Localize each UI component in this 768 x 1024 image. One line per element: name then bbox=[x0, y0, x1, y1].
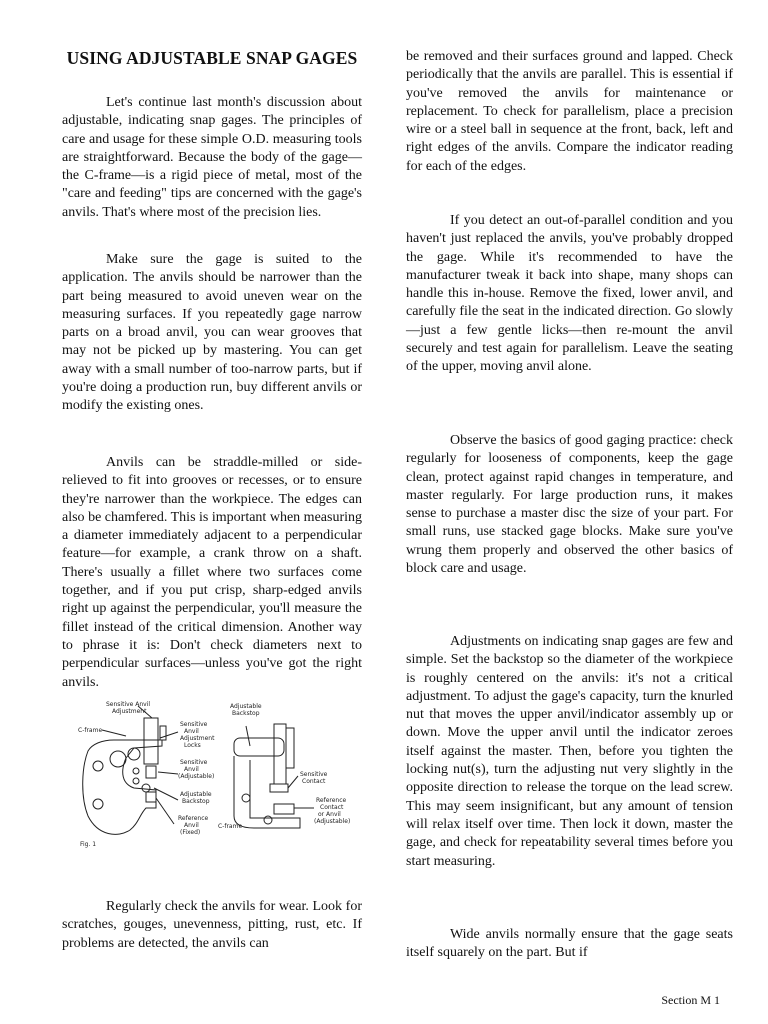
label-reference-anvil: (Fixed) bbox=[180, 829, 201, 836]
left-frame-hole bbox=[93, 799, 103, 809]
label-reference-contact: Contact bbox=[320, 804, 344, 811]
paragraph bbox=[406, 432, 733, 578]
label-reference-anvil: Anvil bbox=[184, 822, 199, 829]
snap-gage-diagram bbox=[74, 696, 366, 856]
label-reference-contact: Reference bbox=[316, 797, 347, 804]
label-right-backstop: Backstop bbox=[232, 710, 260, 717]
paragraph-text: If you detect an out-of-parallel condition and you haven't just replaced the anvils, you've probably dropped the gage. While it's recommended to have the manufacturer tweak it back into shape, many shops can handle this in-house. Remove the fixed, lower anvil, and carefully file the seat in the indicated direction. Go slowly—just a few gentle licks—then re-mount the anvil securely and test again for parallelism. Leave the seating of the upper, moving anvil alone. bbox=[406, 213, 733, 375]
label-locks: Sensitive bbox=[180, 721, 208, 728]
label-reference-anvil: Reference bbox=[178, 815, 209, 822]
paragraph-text: Regularly check the anvils for wear. Look for scratches, gouges, unevenness, pitting, rust, etc. If problems are detected, the anvils can bbox=[62, 899, 362, 951]
left-reference-anvil bbox=[146, 792, 156, 802]
paragraph bbox=[406, 633, 733, 871]
paragraph bbox=[62, 454, 362, 692]
paragraph-text: be removed and their surfaces ground and lapped. Check periodically that the anvils are parallel. This is essential if you've removed the anvils for maintenance or replacement. To check for parallelism, place a precision wire or a steel ball in sequence at the front, back, left and right edges of the anvils. Compare the indicator reading for each of the edges. bbox=[406, 49, 733, 174]
paragraph-text: Adjustments on indicating snap gages are few and simple. Set the backstop so the diameter of the workpiece is roughly centered on the anvils: it's not a critical adjustment. To adjust the gage's capacity, turn the knurled nut that moves the upper anvil/indicator assembly up or down. Move the upper anvil until the indicator zeroes itself against the master. Then, before you tighten the locking nut(s), turn the adjusting nut very slightly in the opposite direction to release the torque on the lead screw. This may seem insignificant, but any amount of tension will relax itself over time. Then lock it down, master the gage, and check for repeatability several times before you start measuring. bbox=[406, 634, 733, 869]
right-sensitive-contact bbox=[270, 784, 288, 792]
page-footer: Section M 1 bbox=[661, 993, 720, 1007]
paragraph bbox=[62, 94, 362, 222]
label-sensitive-anvil-adjustment: Adjustment bbox=[112, 708, 147, 715]
paragraph-text: Let's continue last month's discussion about adjustable, indicating snap gages. The principles of care and usage for these simple O.D. measuring tools are straightforward. Because the body of the gage—the C-frame—is a rigid piece of metal, most of the "care and feeding" tips are concerned with the gage's anvils. That's where most of the precision lies. bbox=[62, 95, 362, 220]
right-indicator bbox=[286, 728, 294, 768]
label-locks: Locks bbox=[184, 742, 201, 749]
left-anvil-column bbox=[144, 718, 158, 764]
label-sensitive-contact: Sensitive bbox=[300, 771, 328, 778]
right-frame-hole bbox=[242, 794, 250, 802]
label-locks: Adjustment bbox=[180, 735, 215, 742]
paragraph bbox=[406, 48, 733, 176]
label-adjustable-backstop: Adjustable bbox=[180, 791, 212, 798]
left-backstop bbox=[142, 784, 150, 792]
label-sensitive-anvil-adjustment: Sensitive Anvil bbox=[106, 701, 151, 708]
label-sensitive-anvil: Anvil bbox=[184, 766, 199, 773]
left-frame-hole bbox=[93, 761, 103, 771]
label-sensitive-contact: Contact bbox=[302, 778, 326, 785]
label-adjustable-backstop: Backstop bbox=[182, 798, 210, 805]
left-lock bbox=[133, 768, 139, 774]
right-gage-column bbox=[274, 724, 286, 784]
left-frame-dial bbox=[110, 751, 126, 767]
left-lock bbox=[133, 778, 139, 784]
right-frame-hole bbox=[264, 816, 272, 824]
paragraph bbox=[62, 251, 362, 416]
paragraph bbox=[406, 926, 733, 963]
paragraph-text: Observe the basics of good gaging practice: check regularly for looseness of components, keep the gage clean, protect against rapid changes in temperature, and master regularly. For large production runs, it makes sense to purchase a master disc the size of your part. For small runs, use stacked gage blocks. Make sure you've wrung them properly and observed the other basics of block care and usage. bbox=[406, 433, 733, 577]
label-c-frame: C-frame bbox=[78, 727, 103, 734]
right-gage-head bbox=[234, 738, 284, 756]
label-locks: Anvil bbox=[184, 728, 199, 735]
label-sensitive-anvil: (Adjustable) bbox=[178, 773, 215, 780]
label-sensitive-anvil: Sensitive bbox=[180, 759, 208, 766]
paragraph-text: Make sure the gage is suited to the application. The anvils should be narrower than the part being measured to avoid uneven wear on the measuring surfaces. If you repeatedly gage narrow parts on a broad anvil, you can wear grooves that may not be picked up by mastering. You can get away with a small number of too-narrow parts, but if you're doing a production run, buy different anvils or modify the existing ones. bbox=[62, 252, 362, 414]
page-title: USING ADJUSTABLE SNAP GAGES bbox=[66, 48, 358, 68]
paragraph bbox=[62, 898, 362, 953]
snap-gage-figure bbox=[74, 696, 366, 856]
label-reference-contact: or Anvil bbox=[318, 811, 341, 818]
right-reference-contact bbox=[274, 804, 294, 814]
figure-caption: Fig. 1 bbox=[80, 841, 97, 848]
label-reference-contact: (Adjustable) bbox=[314, 818, 351, 825]
label-c-frame: C-frame bbox=[218, 823, 243, 830]
paragraph bbox=[406, 212, 733, 377]
paragraph-text: Anvils can be straddle-milled or side-relieved to fit into grooves or recesses, or to ensure they're narrower than the workpiece. The edges can also be chamfered. This is important when measuring a diameter immediately adjacent to a perpendicular feature—for example, a crank throw on a shaft. There's usually a fillet where two surfaces come together, and if you put crisp, sharp-edged anvils right up against the perpendicular, you'll measure the fillet instead of the critical dimension. Another way to phrase it is: Don't check diameters next to perpendicular surfaces—unless you've got the right anvils. bbox=[62, 455, 362, 690]
left-sensitive-anvil bbox=[146, 766, 156, 778]
label-right-backstop: Adjustable bbox=[230, 703, 262, 710]
right-c-frame bbox=[234, 756, 300, 828]
paragraph-text: Wide anvils normally ensure that the gage seats itself squarely on the part. But if bbox=[406, 927, 733, 961]
